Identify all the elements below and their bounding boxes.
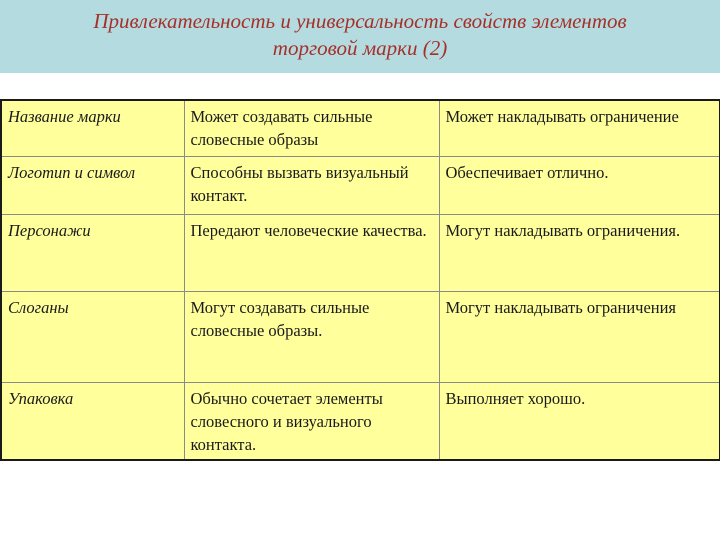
versatility-cell: Обеспечивает отлично. <box>439 156 720 214</box>
appeal-cell: Могут создавать сильные словесные образы. <box>184 291 439 382</box>
versatility-cell: Могут накладывать ограничения <box>439 291 720 382</box>
table-row <box>1 382 720 460</box>
table-row <box>1 214 720 291</box>
appeal-cell: Обычно сочетает элементы словесного и визуального контакта. <box>184 382 439 460</box>
element-name-cell: Название марки <box>1 100 184 156</box>
table-row <box>1 156 720 214</box>
versatility-cell: Может накладывать ограничение <box>439 100 720 156</box>
element-name-cell: Слоганы <box>1 291 184 382</box>
brand-elements-table <box>0 99 720 461</box>
appeal-cell: Способны вызвать визуальный контакт. <box>184 156 439 214</box>
element-name-cell: Логотип и символ <box>1 156 184 214</box>
element-name-cell: Упаковка <box>1 382 184 460</box>
element-name-cell: Персонажи <box>1 214 184 291</box>
table-row <box>1 291 720 382</box>
appeal-cell: Передают человеческие качества. <box>184 214 439 291</box>
slide-title-line-2: торговой марки (2) <box>272 36 448 60</box>
versatility-cell: Могут накладывать ограничения. <box>439 214 720 291</box>
title-band <box>0 0 720 73</box>
table-row <box>1 100 720 156</box>
slide-title <box>0 8 720 62</box>
slide-title-line-1: Привлекательность и универсальность свойств элементов <box>93 9 627 33</box>
appeal-cell: Может создавать сильные словесные образы <box>184 100 439 156</box>
versatility-cell: Выполняет хорошо. <box>439 382 720 460</box>
